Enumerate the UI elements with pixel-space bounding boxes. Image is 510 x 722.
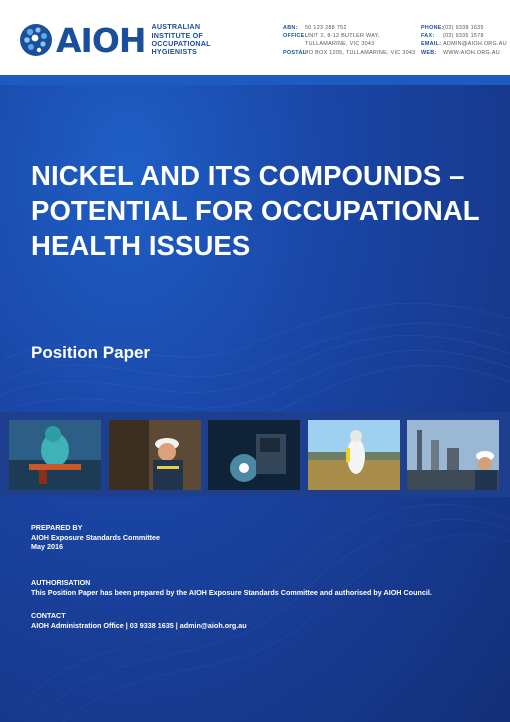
contact-row <box>283 49 415 57</box>
phone-details <box>421 24 507 57</box>
contact-value: ADMIN@AIOH.ORG.AU <box>443 41 507 48</box>
contact-label: EMAIL: <box>421 41 442 48</box>
contact-row <box>421 49 507 57</box>
section-heading: AUTHORISATION <box>31 578 91 587</box>
photo-image <box>9 420 101 490</box>
contact-label: POSTAL: <box>283 49 309 56</box>
letterhead <box>0 0 510 75</box>
logo-sub-line: INSTITUTE OF <box>151 30 204 40</box>
contact-label: OFFICE: <box>283 33 307 40</box>
contact-value: (03) 9335 1578 <box>443 33 484 40</box>
section-text: AIOH Exposure Standards Committee <box>31 532 161 542</box>
document-title <box>31 158 491 263</box>
contact-row <box>421 24 507 32</box>
contact-value: PO BOX 1205, TULLAMARINE, VIC 3043 <box>305 49 416 56</box>
contact-label: WEB: <box>421 49 437 56</box>
contact-label: PHONE: <box>421 25 444 31</box>
contact-row <box>283 24 415 32</box>
contact-label <box>283 40 305 48</box>
title-line: HEALTH ISSUES <box>31 230 251 261</box>
worker-field-suit-photo <box>308 420 400 490</box>
cover-page <box>0 75 510 722</box>
section-text: May 2016 <box>31 542 63 552</box>
worker-protective-suit-photo <box>9 420 101 490</box>
prepared-by-section <box>31 523 160 552</box>
contact-row <box>283 32 415 40</box>
contact-label: ABN: <box>283 25 298 31</box>
logo-sub-line: HYGIENISTS <box>151 47 198 57</box>
logo-sub-line: AUSTRALIAN <box>151 22 201 32</box>
section-heading: CONTACT <box>31 611 66 620</box>
globe-logo-icon <box>18 22 54 58</box>
welder-photo <box>208 420 300 490</box>
contact-row <box>421 40 507 48</box>
contact-row <box>421 32 507 40</box>
document-type: Position Paper <box>31 343 151 362</box>
title-line: NICKEL AND ITS COMPOUNDS – <box>31 160 465 191</box>
refinery-engineer-photo <box>407 420 499 490</box>
title-line: POTENTIAL FOR OCCUPATIONAL <box>31 195 480 226</box>
section-heading: PREPARED BY <box>31 523 83 532</box>
logo-sub-line: OCCUPATIONAL <box>151 39 211 48</box>
section-text: This Position Paper has been prepared by the AIOH Exposure Standards Committee and authorised by AIOH Council. <box>31 587 432 597</box>
logo-subtitle <box>152 23 211 57</box>
contact-section <box>31 611 247 630</box>
photo-strip <box>0 412 510 497</box>
contact-row <box>283 40 415 48</box>
contact-label: FAX: <box>421 33 435 40</box>
contact-value: TULLAMARINE, VIC 3043 <box>305 41 375 48</box>
contact-value: 50 123 288 752 <box>305 25 347 31</box>
aioh-logo <box>18 22 211 58</box>
contact-value: WWW.AIOH.ORG.AU <box>443 49 500 56</box>
contact-value: (03) 9338 1635 <box>443 25 484 31</box>
photo-image <box>308 420 400 490</box>
office-details <box>283 24 415 57</box>
logo-wordmark: AIOH <box>56 20 146 60</box>
photo-image <box>208 420 300 490</box>
contact-value: UNIT 2, 8-12 BUTLER WAY, <box>305 33 380 40</box>
section-text: AIOH Administration Office | 03 9338 1635 | admin@aioh.org.au <box>31 620 247 630</box>
miner-hardhat-photo <box>109 420 201 490</box>
photo-image <box>407 420 499 490</box>
authorisation-section <box>31 578 432 597</box>
photo-image <box>109 420 201 490</box>
